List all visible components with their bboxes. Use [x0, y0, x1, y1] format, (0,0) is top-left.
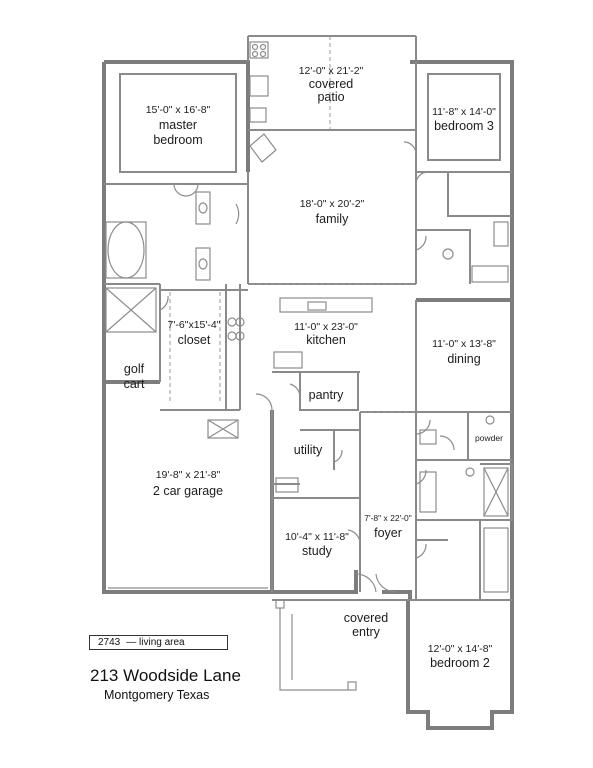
room-labels: [124, 65, 504, 670]
entry-label-2: entry: [352, 625, 380, 639]
living-area-legend: [89, 635, 228, 650]
golf-label-2: cart: [123, 377, 145, 391]
closet-dims: 7'-6"x15'-4": [167, 319, 221, 331]
garage-dims: 19'-8" x 21'-8": [155, 469, 221, 481]
family-dims: 18'-0" x 20'-2": [299, 198, 365, 210]
living-area-label: — living area: [126, 637, 185, 648]
foyer-dims: 7'-8" x 22'-0": [364, 513, 412, 523]
garage-label: 2 car garage: [152, 484, 224, 498]
master-dims: 15'-0" x 16'-8": [145, 104, 211, 116]
golf-label-1: golf: [123, 362, 145, 376]
patio-label-2: patio: [317, 90, 345, 104]
dining-dims: 11'-0" x 13'-8": [432, 338, 496, 350]
bed3-label: bedroom 3: [434, 119, 494, 133]
address-street: 213 Woodside Lane: [90, 666, 241, 685]
master-label-1: master: [158, 118, 198, 132]
dining-label: dining: [447, 352, 481, 366]
patio-dims: 12'-0" x 21'-2": [298, 65, 364, 77]
bed3-dims: 11'-8" x 14'-0": [432, 106, 496, 118]
pantry-label: pantry: [308, 388, 344, 402]
master-label-2: bedroom: [153, 133, 203, 147]
patio-label-1: covered: [308, 77, 354, 91]
doors: [160, 36, 454, 592]
address-city: Montgomery Texas: [104, 688, 210, 702]
living-area-value: 2743: [98, 637, 121, 648]
family-label: family: [315, 212, 349, 226]
kitchen-label: kitchen: [306, 333, 346, 347]
foyer-label: foyer: [374, 526, 402, 540]
bed2-label: bedroom 2: [430, 656, 490, 670]
study-dims: 10'-4" x 11'-8": [285, 531, 349, 543]
powder-label: powder: [475, 433, 503, 443]
study-label: study: [302, 544, 332, 558]
bed2-dims: 12'-0" x 14'-8": [427, 643, 493, 655]
utility-label: utility: [293, 443, 323, 457]
closet-label: closet: [177, 333, 211, 347]
kitchen-dims: 11'-0" x 23'-0": [294, 321, 358, 333]
entry-label-1: covered: [343, 611, 389, 625]
